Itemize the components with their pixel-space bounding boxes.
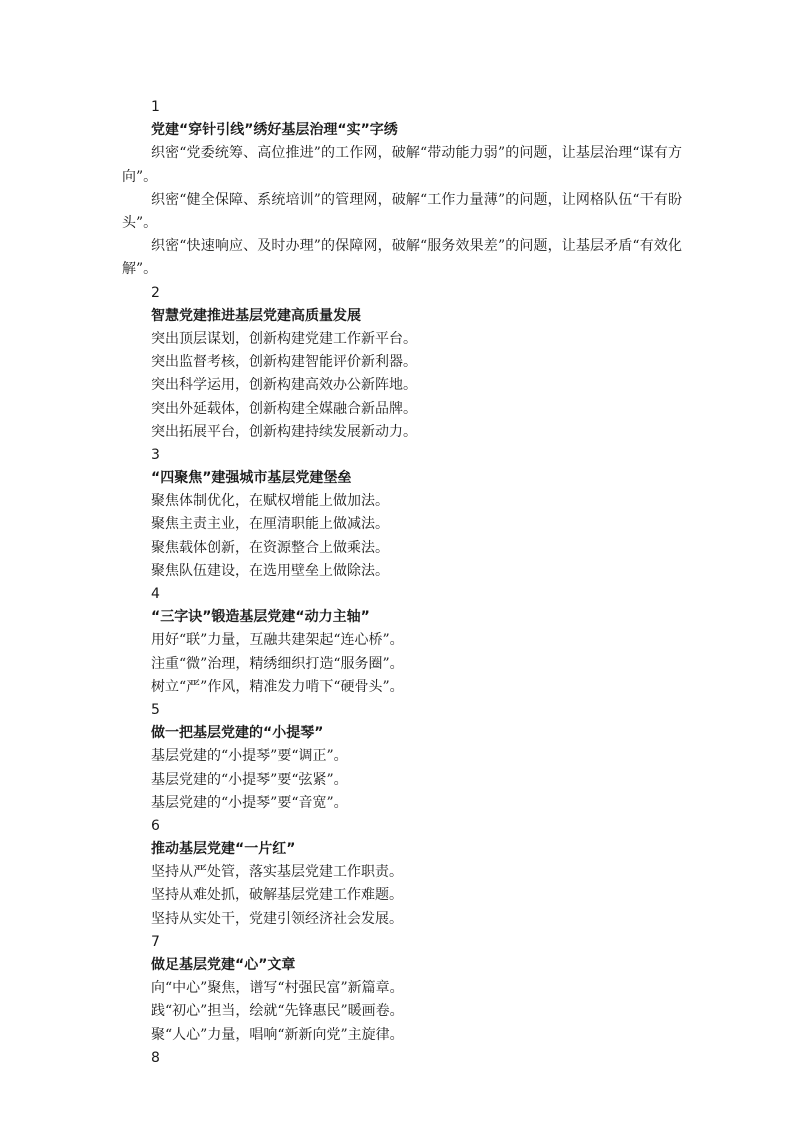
section-number: 6 xyxy=(151,817,160,834)
list-item: 树立“严”作风，精准发力啃下“硬骨头”。 xyxy=(151,678,404,695)
list-item: 坚持从难处抓，破解基层党建工作难题。 xyxy=(151,887,403,904)
list-item: 用好“联”力量，互融共建架起“连心桥”。 xyxy=(151,632,404,649)
list-item: 注重“微”治理，精绣细织打造“服务圈”。 xyxy=(151,655,404,672)
list-item: 突出监督考核，创新构建智能评价新利器。 xyxy=(151,354,417,371)
section-number: 4 xyxy=(151,586,160,603)
list-item: 突出顶层谋划，创新构建党建工作新平台。 xyxy=(151,330,417,347)
section-title: 推动基层党建“一片红” xyxy=(151,841,296,858)
list-item: 聚焦队伍建设，在选用壁垒上做除法。 xyxy=(151,562,389,579)
paragraph: 织密“快速响应、及时办理”的保障网，破解“服务效果差”的问题，让基层矛盾“有效化解”。 xyxy=(122,238,682,278)
list-item: 聚焦主责主业，在厘清职能上做减法。 xyxy=(151,516,389,533)
paragraph: 织密“健全保障、系统培训”的管理网，破解“工作力量薄”的问题，让网格队伍“干有盼头”。 xyxy=(122,191,682,231)
section-number: 7 xyxy=(151,933,160,950)
list-item: 突出科学运用，创新构建高效办公新阵地。 xyxy=(151,377,417,394)
list-item: 聚焦载体创新，在资源整合上做乘法。 xyxy=(151,539,389,556)
section-title: 智慧党建推进基层党建高质量发展 xyxy=(151,307,361,324)
list-item: 践“初心”担当，绘就“先锋惠民”暖画卷。 xyxy=(151,1003,404,1020)
list-item: 基层党建的“小提琴”要“弦紧”。 xyxy=(151,771,348,788)
list-item: 坚持从严处管，落实基层党建工作职责。 xyxy=(151,864,403,881)
section-title: “三字诀”锻造基层党建“动力主轴” xyxy=(151,609,370,626)
list-item: 突出外延载体，创新构建全媒融合新品牌。 xyxy=(151,400,417,417)
list-item: 聚“人心”力量，唱响“新新向党”主旋律。 xyxy=(151,1026,404,1043)
section-number: 1 xyxy=(151,99,160,115)
section-title: 做一把基层党建的“小提琴” xyxy=(151,725,324,742)
list-item: 基层党建的“小提琴”要“调正”。 xyxy=(151,748,348,765)
document-body xyxy=(122,96,682,1070)
section-number: 2 xyxy=(151,284,160,301)
section-number: 8 xyxy=(151,1049,160,1066)
section-number: 3 xyxy=(151,446,160,463)
section-title: 做足基层党建“心”文章 xyxy=(151,957,296,974)
list-item: 坚持从实处干，党建引领经济社会发展。 xyxy=(151,910,403,927)
list-item: 向“中心”聚焦，谱写“村强民富”新篇章。 xyxy=(151,980,404,997)
section-title: “四聚焦”建强城市基层党建堡垒 xyxy=(151,470,352,487)
section-title: 党建“穿针引线”绣好基层治理“实”字绣 xyxy=(151,122,398,139)
section-number: 5 xyxy=(151,701,160,718)
paragraph: 织密“党委统筹、高位推进”的工作网，破解“带动能力弱”的问题，让基层治理“谋有方向”。 xyxy=(122,145,682,185)
list-item: 聚焦体制优化，在赋权增能上做加法。 xyxy=(151,493,389,510)
list-item: 突出拓展平台，创新构建持续发展新动力。 xyxy=(151,423,417,440)
list-item: 基层党建的“小提琴”要“音宽”。 xyxy=(151,794,348,811)
